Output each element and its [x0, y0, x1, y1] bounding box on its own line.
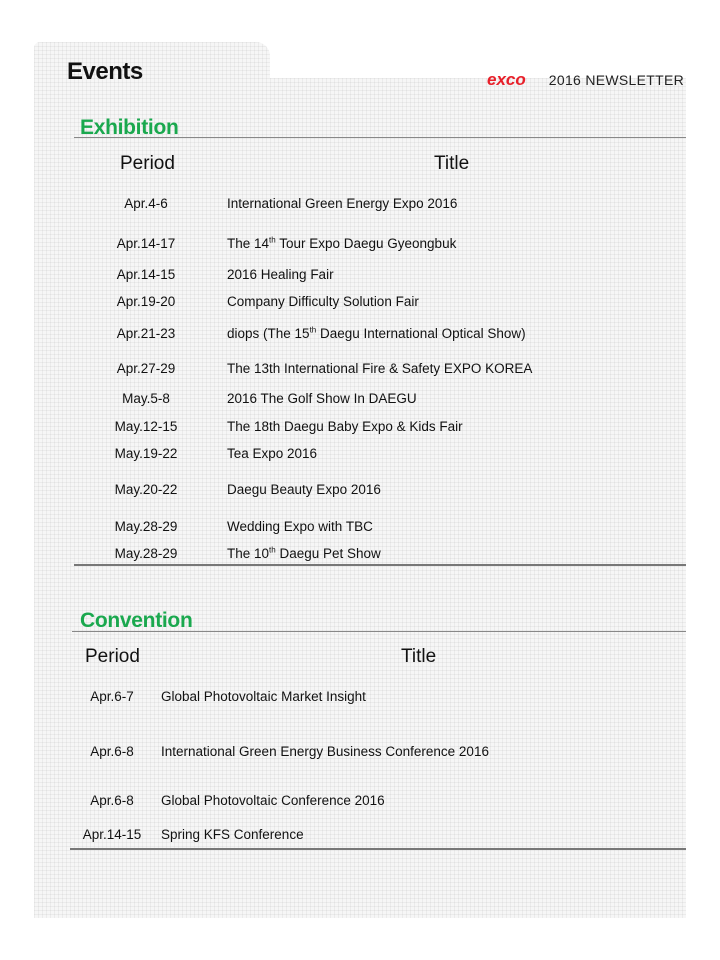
row-period: Apr.21-23 [116, 326, 176, 341]
title-ordinal: th [269, 545, 276, 555]
row-title [227, 236, 456, 251]
row-period: Apr.19-20 [116, 294, 176, 309]
convention-title: Convention [80, 609, 193, 632]
title-ordinal: th [269, 235, 276, 245]
row-title: Wedding Expo with TBC [227, 519, 373, 534]
row-period: Apr.14-15 [82, 827, 142, 842]
row-period: Apr.27-29 [116, 361, 176, 376]
row-title: Tea Expo 2016 [227, 446, 318, 461]
row-title: The 13th International Fire & Safety EXPO KOREA [227, 361, 533, 376]
convention-period-header: Period [85, 646, 140, 667]
exhibition-title: Exhibition [80, 116, 179, 139]
row-title: International Green Energy Expo 2016 [227, 196, 458, 211]
title-text: Daegu Pet Show [275, 546, 381, 561]
title-text: The 10 [227, 546, 270, 561]
exco-logo-icon [487, 71, 541, 89]
row-title: The 18th Daegu Baby Expo & Kids Fair [227, 419, 463, 434]
row-period: Apr.6-8 [90, 793, 134, 808]
row-title: 2016 The Golf Show In DAEGU [227, 391, 417, 406]
logo-text: exco [486, 71, 526, 89]
convention-top-rule [72, 631, 686, 632]
title-text: Daegu International Optical Show) [316, 326, 526, 341]
row-period: Apr.14-15 [116, 267, 176, 282]
row-title: Company Difficulty Solution Fair [227, 294, 419, 309]
row-title: 2016 Healing Fair [227, 267, 334, 282]
row-period: May.20-22 [114, 482, 178, 497]
row-title: Global Photovoltaic Conference 2016 [161, 793, 385, 808]
row-title [227, 326, 526, 341]
row-period: May.28-29 [114, 519, 178, 534]
convention-title-header: Title [401, 646, 437, 667]
title-ordinal: th [309, 325, 317, 335]
exhibition-period-header: Period [120, 153, 175, 174]
exhibition-title-header: Title [434, 153, 470, 174]
row-period: May.28-29 [114, 546, 178, 561]
title-text: diops (The 15 [227, 326, 310, 341]
row-period: Apr.6-8 [90, 744, 134, 759]
row-title: International Green Energy Business Conference 2016 [161, 744, 489, 759]
row-title: Daegu Beauty Expo 2016 [227, 482, 381, 497]
page-title: Events [67, 58, 143, 85]
row-period: May.19-22 [114, 446, 178, 461]
exhibition-bottom-rule [74, 564, 686, 566]
newsletter-label: 2016 NEWSLETTER [548, 72, 684, 88]
title-text: Tour Expo Daegu Gyeongbuk [275, 236, 457, 251]
row-period: Apr.4-6 [124, 196, 168, 211]
row-title: Global Photovoltaic Market Insight [161, 689, 366, 704]
row-title: Spring KFS Conference [161, 827, 304, 842]
title-text: The 14 [227, 236, 270, 251]
brand-header [487, 71, 684, 89]
row-period: May.12-15 [114, 419, 178, 434]
row-period: Apr.14-17 [116, 236, 176, 251]
convention-bottom-rule [70, 848, 686, 850]
row-title [227, 546, 381, 561]
row-period: Apr.6-7 [90, 689, 134, 704]
row-period: May.5-8 [122, 391, 170, 406]
exhibition-top-rule [74, 137, 686, 138]
